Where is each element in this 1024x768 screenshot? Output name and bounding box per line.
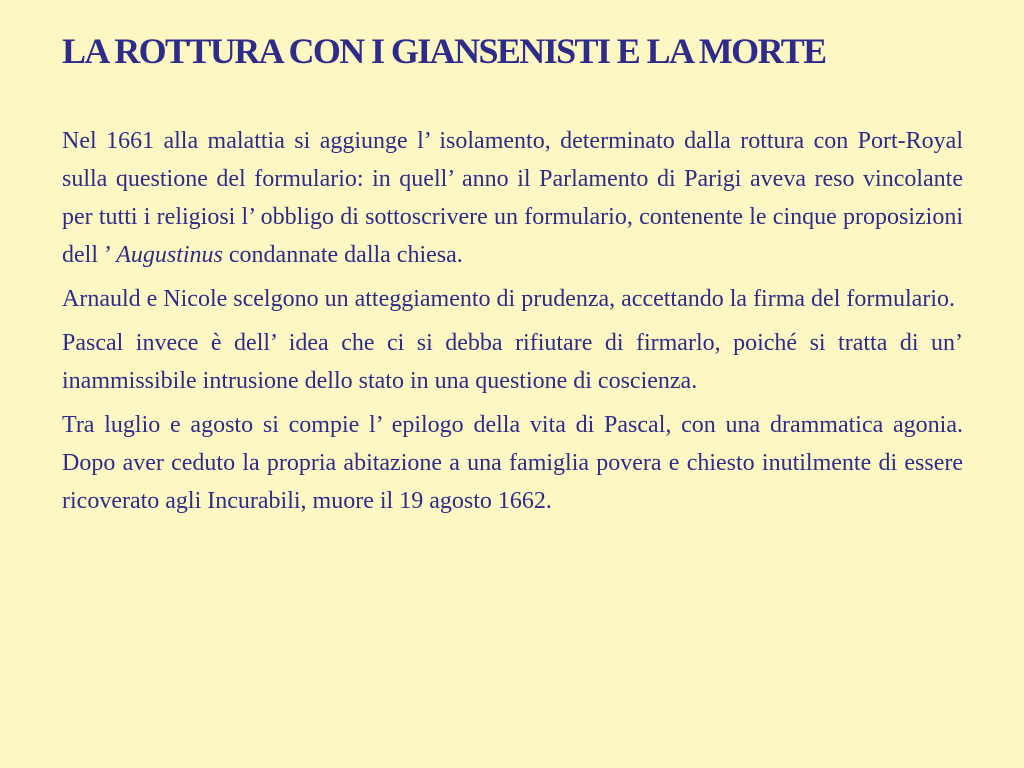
- paragraph-1-text: Nel 1661 alla malattia si aggiunge l’ isolamento, determinato dalla rottura con Port-Royal sulla questione del formulario: in quell’ anno il Parlamento di Parigi aveva reso vincolante per tutti i religiosi l’ obbligo di sottoscrivere un formulario, contenente le cinque proposizioni dell ’: [62, 128, 963, 268]
- paragraph-1-end: condannate dalla chiesa.: [228, 242, 463, 268]
- paragraph-1: [62, 122, 963, 274]
- paragraph-3: Pascal invece è dell’ idea che ci si debba rifiutare di firmarlo, poiché si tratta di un’ inammissibile intrusione dello stato in una questione di coscienza.: [62, 330, 963, 394]
- paragraph-2: Arnauld e Nicole scelgono un atteggiamento di prudenza, accettando la firma del formulario.: [62, 286, 955, 312]
- slide-body: [62, 122, 963, 526]
- paragraph-4: Tra luglio e agosto si compie l’ epilogo della vita di Pascal, con una drammatica agonia. Dopo aver ceduto la propria abitazione a una famiglia povera e chiesto inutilmente di essere ricoverato agli Incurabili, muore il 19 agosto 1662.: [62, 412, 963, 514]
- slide-title: LA ROTTURA CON I GIANSENISTI E LA MORTE: [62, 31, 826, 71]
- augustinus-title: Augustinus: [116, 242, 223, 268]
